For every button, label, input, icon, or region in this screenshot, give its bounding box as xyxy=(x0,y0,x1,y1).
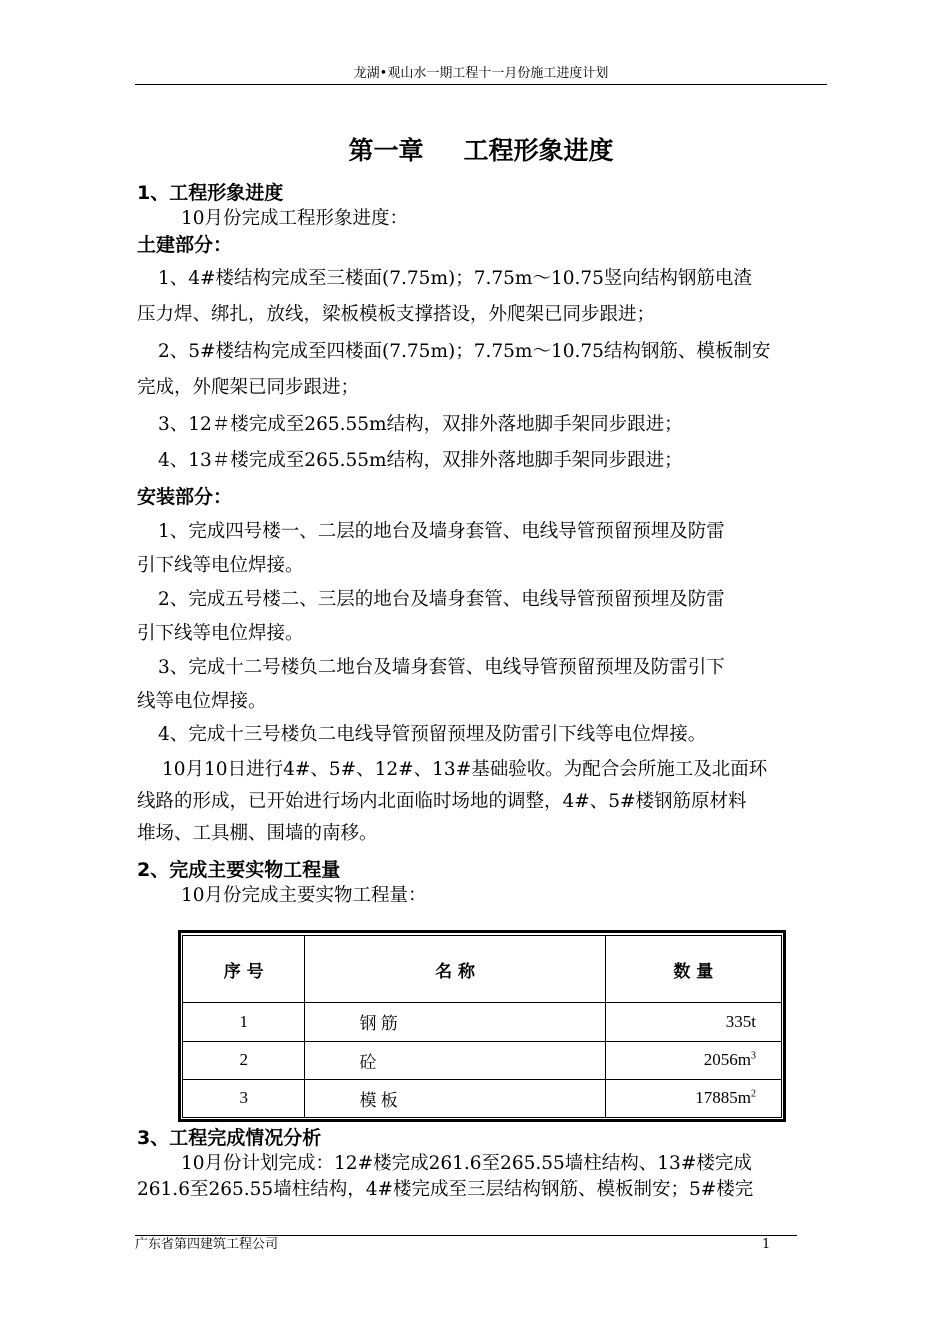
cell-no: 1 xyxy=(183,1003,305,1041)
section-2-heading: 2、完成主要实物工程量 xyxy=(137,859,341,881)
running-header: 龙湖•观山水一期工程十一月份施工进度计划 xyxy=(353,66,609,81)
table-row xyxy=(183,1041,782,1079)
civil-line: 1、4#楼结构完成至三楼面(7.75m)；7.75m～10.75竖向结构钢筋电渣 xyxy=(158,268,752,289)
install-line: 引下线等电位焊接。 xyxy=(137,623,304,644)
section-3-line: 261.6至265.55墙柱结构，4#楼完成至三层结构钢筋、模板制安；5#楼完 xyxy=(137,1179,754,1200)
civil-line: 4、13＃楼完成至265.55m结构，双排外落地脚手架同步跟进； xyxy=(158,450,683,471)
col-header-no: 序 号 xyxy=(183,936,305,1003)
section-1-heading: 1、工程形象进度 xyxy=(137,182,284,204)
qty-unit-exponent: 2 xyxy=(751,1088,756,1100)
cell-name: 模 板 xyxy=(305,1079,605,1117)
install-heading: 安装部分： xyxy=(137,486,233,508)
page-number: 1 xyxy=(762,1237,771,1252)
section-3-heading: 3、工程完成情况分析 xyxy=(137,1127,322,1149)
table-header-row xyxy=(183,936,782,1003)
install-line: 线等电位焊接。 xyxy=(137,691,267,712)
section-3-line: 10月份计划完成：12#楼完成261.6至265.55墙柱结构、13#楼完成 xyxy=(181,1153,752,1174)
chapter-prefix: 第一章 xyxy=(348,136,424,165)
qty-value: 17885m xyxy=(695,1088,751,1108)
cell-qty xyxy=(605,1003,781,1041)
civil-line: 2、5#楼结构完成至四楼面(7.75m)；7.75m～10.75结构钢筋、模板制安 xyxy=(158,341,771,362)
col-header-qty: 数 量 xyxy=(605,936,781,1003)
table-row xyxy=(183,1003,782,1041)
chapter-title xyxy=(135,134,827,168)
section-1-intro: 10月份完成工程形象进度： xyxy=(181,208,409,229)
qty-value: 335t xyxy=(725,1011,756,1031)
civil-line: 完成，外爬架已同步跟进； xyxy=(137,377,360,398)
table-row xyxy=(183,1079,782,1117)
civil-heading: 土建部分： xyxy=(137,234,233,256)
install-line: 2、完成五号楼二、三层的地台及墙身套管、电线导管预留预埋及防雷 xyxy=(158,589,725,610)
install-line: 1、完成四号楼一、二层的地台及墙身套管、电线导管预留预埋及防雷 xyxy=(158,521,725,542)
qty-unit-exponent: 3 xyxy=(751,1050,756,1062)
note-line: 线路的形成，已开始进行场内北面临时场地的调整，4#、5#楼钢筋原材料 xyxy=(137,791,747,812)
quantity-table xyxy=(182,935,782,1118)
chapter-name: 工程形象进度 xyxy=(463,136,614,165)
cell-qty xyxy=(605,1041,781,1079)
qty-value: 2056m xyxy=(703,1050,751,1070)
header-rule xyxy=(135,84,827,85)
section-2-intro: 10月份完成主要实物工程量： xyxy=(181,885,427,906)
cell-no: 2 xyxy=(183,1041,305,1079)
cell-qty xyxy=(605,1079,781,1117)
note-line: 堆场、工具棚、围墙的南移。 xyxy=(137,823,378,844)
col-header-name: 名 称 xyxy=(305,936,605,1003)
cell-name: 砼 xyxy=(305,1041,605,1079)
cell-name: 钢 筋 xyxy=(305,1003,605,1041)
civil-line: 压力焊、绑扎，放线，梁板模板支撑搭设，外爬架已同步跟进； xyxy=(137,304,656,325)
install-line: 引下线等电位焊接。 xyxy=(137,555,304,576)
cell-no: 3 xyxy=(183,1079,305,1117)
install-line: 4、完成十三号楼负二电线导管预留预埋及防雷引下线等电位焊接。 xyxy=(158,724,707,745)
note-line: 10月10日进行4#、5#、12#、13#基础验收。为配合会所施工及北面环 xyxy=(162,759,768,780)
install-line: 3、完成十二号楼负二地台及墙身套管、电线导管预留预埋及防雷引下 xyxy=(158,657,725,678)
civil-line: 3、12＃楼完成至265.55m结构，双排外落地脚手架同步跟进； xyxy=(158,414,683,435)
footer-company: 广东省第四建筑工程公司 xyxy=(135,1237,279,1252)
